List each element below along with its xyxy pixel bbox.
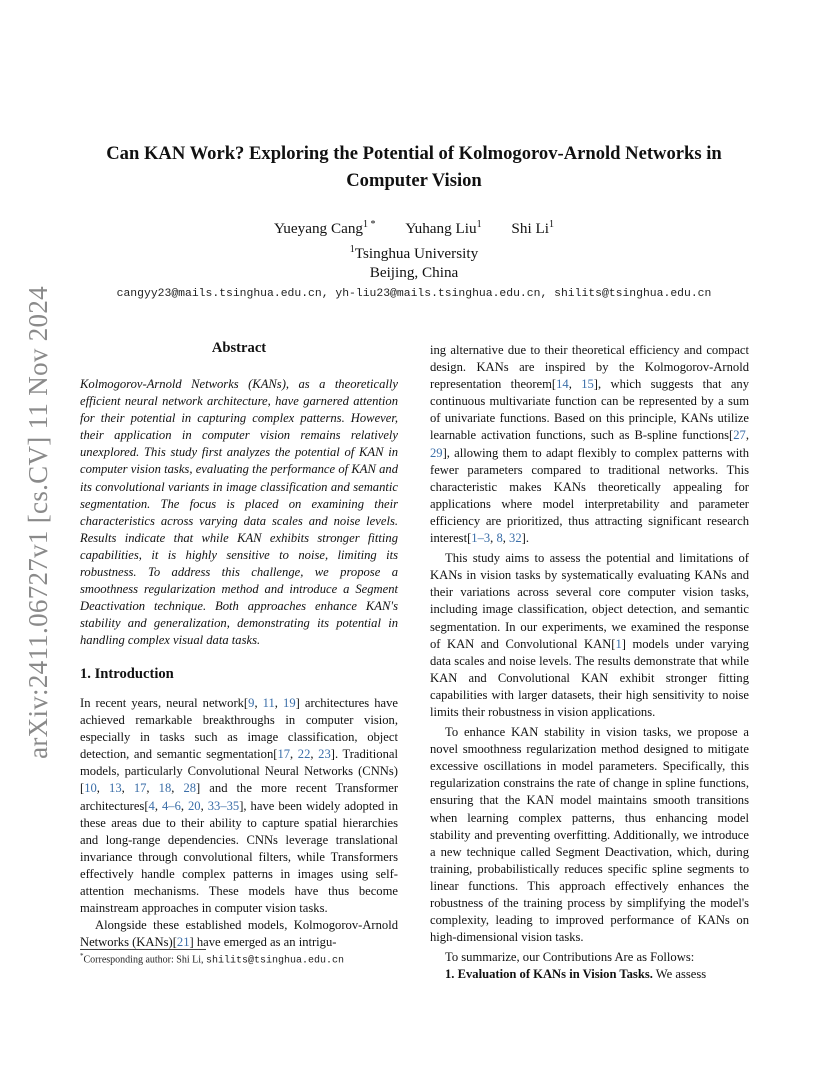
- citation-link[interactable]: 17: [133, 781, 147, 796]
- citation-link[interactable]: 10: [84, 781, 97, 796]
- footnote-email: shilits@tsinghua.edu.cn: [206, 955, 345, 967]
- citation-link[interactable]: 8: [496, 531, 503, 546]
- arxiv-stamp: [20, 283, 56, 761]
- citation-link[interactable]: 29: [430, 445, 443, 460]
- abstract-text: Kolmogorov-Arnold Networks (KANs), as a theoretically efficient neural network architecture, have garnered attention for their potential in capturing complex patterns. However, their application in computer vision remains relatively unexplored. This study first analyzes the potential of KAN in computer vision tasks, evaluating the performance of KAN and its convolutional variants in image classification and semantic segmentation. The focus is placed on examining their characteristics across varying data scales and noise levels. Results indicate that while KAN exhibits stronger fitting capabilities, it is highly sensitive to noise, limiting its robustness. To address this challenge, we propose a smoothness regularization method and introduce a Segment Deactivation technique. Both approaches enhance KAN's stability and generalization, demonstrating its potential in handling complex visual data tasks.: [80, 377, 398, 648]
- citation-link[interactable]: 23: [318, 747, 331, 762]
- citation-link[interactable]: 13: [109, 781, 122, 796]
- abstract-body: [80, 376, 398, 650]
- arxiv-id: arXiv:2411.06727v1 [cs.CV] 11 Nov 2024: [22, 285, 53, 759]
- citation-link[interactable]: 4: [148, 798, 155, 813]
- intro-paragraph-2: Alongside these established models, Kolmogorov-Arnold Networks (KANs)[21] have emerged as an intrigu-: [80, 918, 398, 950]
- footnote-rule: [80, 949, 206, 950]
- citation-link[interactable]: 28: [183, 781, 197, 796]
- author-2: Yuhang Liu$^1$: [405, 219, 482, 238]
- author-3: Shi Li$^1$: [511, 219, 554, 238]
- affiliation-name: $^1$Tsinghua University: [349, 244, 479, 263]
- citation-link[interactable]: 19: [283, 696, 296, 710]
- citation-link[interactable]: 17: [277, 747, 291, 762]
- author-list: [0, 219, 828, 238]
- contribution-item-1: 1. Evaluation of KANs in Vision Tasks. We assess: [445, 967, 707, 982]
- intro-left-column: [80, 695, 398, 951]
- citation-link[interactable]: 11: [262, 696, 275, 710]
- citation-link[interactable]: 27: [733, 428, 746, 443]
- intro-paragraph-2-cont: ing alternative due to their theoretical efficiency and compact design. KANs are inspired by the Kolmogorov-Arnold representation theorem[14, 15], which suggests that any continuous multivariate function can be represented by a sum of univariate functions. Based on this principle, KANs utilize learnable activation functions, such as B-spline functions[27, 29], allowing them to adapt flexibly to complex patterns with fewer parameters compared to traditional networks. This characteristic makes KANs theoretically appealing for applications where model interpretability and parameter efficiency are prioritized, thus attracting significant research interest[1–3, 8, 32].: [430, 343, 749, 546]
- author-emails: cangyy23@mails.tsinghua.edu.cn, yh-liu23@mails.tsinghua.edu.cn, shilits@tsinghua.edu.cn: [116, 288, 712, 300]
- intro-paragraph-4: To enhance KAN stability in vision tasks, we propose a novel smoothness regularization method designed to mitigate excessive oscillations in model parameters. Specifically, this regularization constrains the rate of change in spline functions, ensuring that the KAN model maintains smooth transitions when learning complex patterns, thus enhancing model stability and preventing overfitting. Additionally, we introduce a new technique called Segment Deactivation, which, during training, probabilistically reduces specific spline segments to linear functions. This approach effectively enhances the robustness of the training process by simplifying the model's complexity, leading to improved performance of KANs on high-dimensional vision tasks.: [430, 725, 749, 945]
- citation-link[interactable]: 33–35: [207, 798, 240, 813]
- citation-link[interactable]: 1–3: [471, 531, 491, 546]
- affiliation-location: Beijing, China: [369, 264, 459, 281]
- citation-link[interactable]: 14: [556, 377, 569, 392]
- citation-link[interactable]: 21: [176, 935, 190, 950]
- paper-title: Can KAN Work? Exploring the Potential of Kolmogorov-Arnold Networks in Computer Vision: [106, 143, 722, 191]
- citation-link[interactable]: 20: [188, 798, 201, 813]
- section-heading-introduction: 1. Introduction: [80, 666, 174, 682]
- footnote: *Corresponding author: Shi Li, shilits@tsinghua.edu.cn: [80, 952, 345, 967]
- intro-right-column: [430, 342, 749, 983]
- abstract-heading: Abstract: [211, 340, 267, 356]
- citation-link[interactable]: 22: [297, 747, 311, 762]
- intro-paragraph-5: To summarize, our Contributions Are as Follows:: [445, 950, 695, 965]
- citation-link[interactable]: 9: [248, 696, 255, 710]
- citation-link[interactable]: 32: [509, 531, 522, 546]
- intro-paragraph-1: In recent years, neural network[9, 11, 19] architectures have achieved remarkable breakthroughs in computer vision, especially in tasks such as image classification, object detection, and semantic segmentation[17, 22, 23]. Traditional models, particularly Convolutional Neural Networks (CNNs)[10, 13, 17, 18, 28] and the more recent Transformer architectures[4, 4–6, 20, 33–35], have been widely adopted in these areas due to their ability to capture spatial hierarchies and long-range dependencies. CNNs leverage translational invariance through convolutional filters, while Transformers effectively handle complex patterns in images using self-attention mechanisms. These models have thus become mainstream approaches in computer vision tasks.: [80, 696, 399, 916]
- citation-link[interactable]: 15: [581, 377, 594, 392]
- citation-link[interactable]: 4–6: [161, 798, 181, 813]
- author-1: Yueyang Cang$^{1 *}$: [274, 219, 376, 238]
- citation-link[interactable]: 18: [158, 781, 172, 796]
- intro-paragraph-3: This study aims to assess the potential and limitations of KANs in vision tasks by systematically evaluating KANs and their variations across several core computer vision tasks, including image classification, object detection, and semantic segmentation. In our experiments, we examined the response of KAN and Convolutional KAN[1] models under varying data scales and noise levels. The results demonstrate that while KAN and Convolutional KAN exhibit stronger fitting capabilities with larger datasets, their high sensitivity to noise limits their robustness in vision applications.: [430, 551, 749, 719]
- citation-link[interactable]: 1: [615, 636, 622, 651]
